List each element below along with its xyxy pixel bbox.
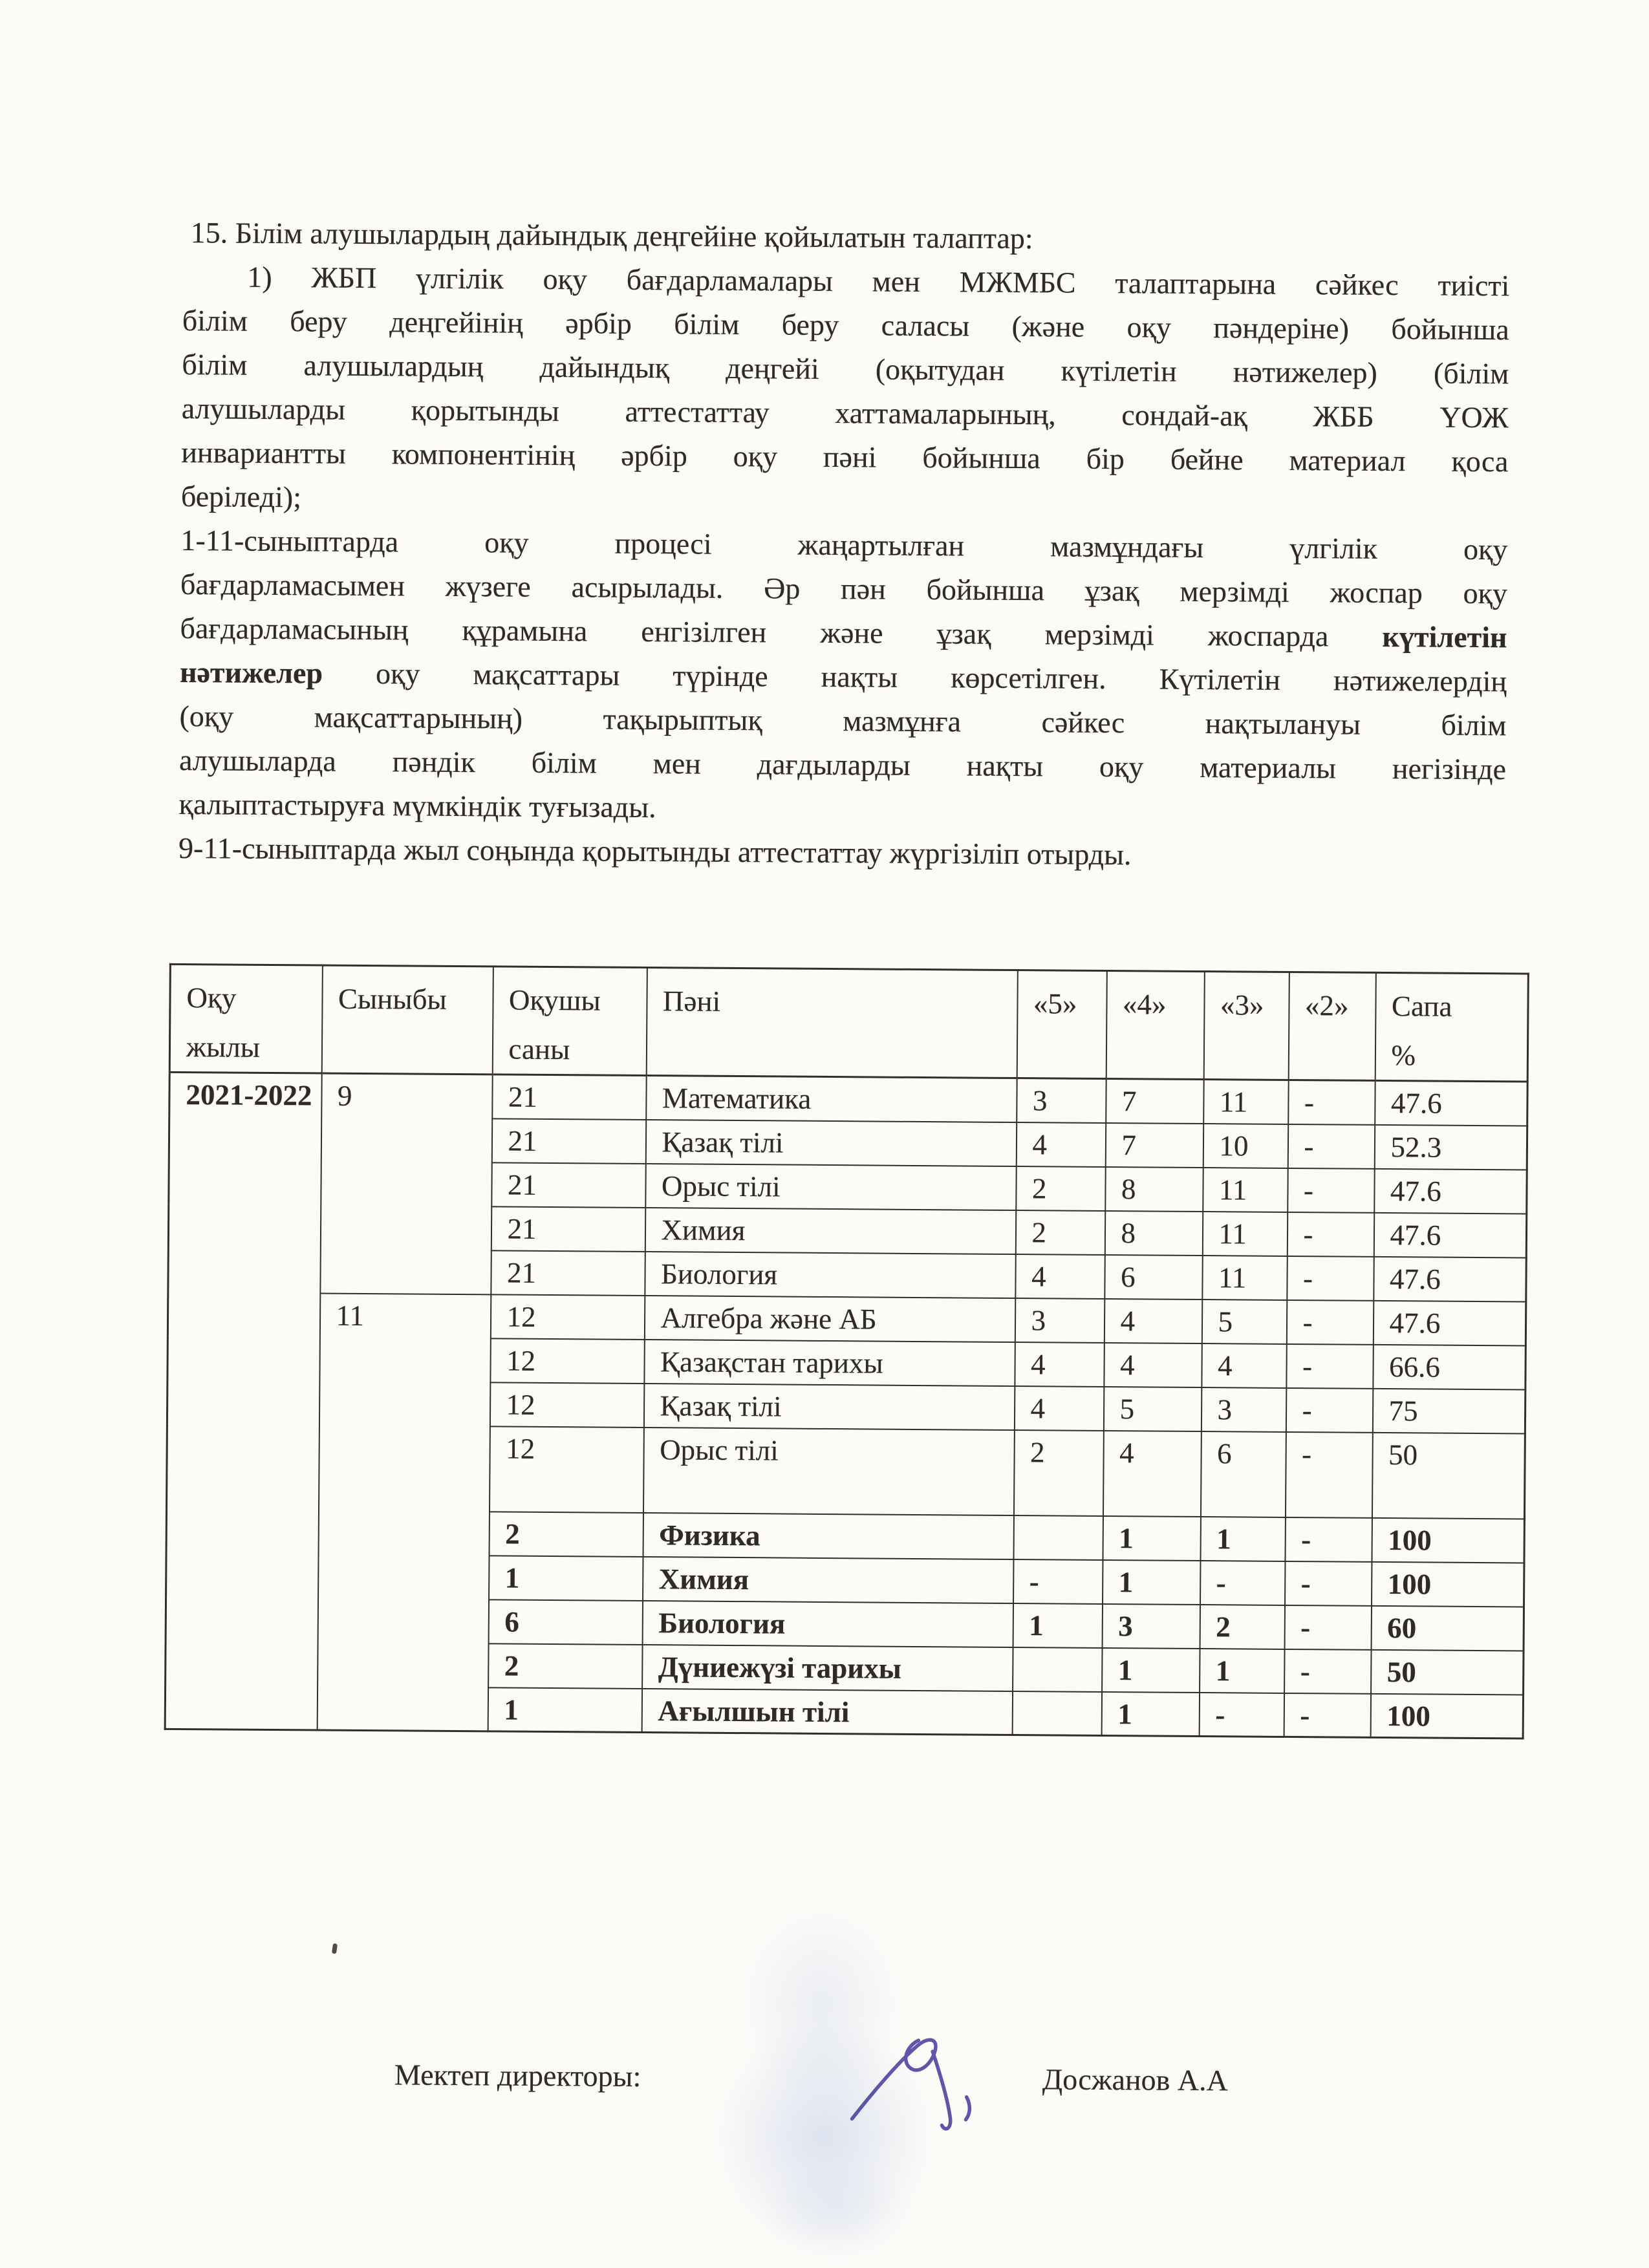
cell-mark3: 10	[1203, 1124, 1288, 1168]
cell-subject: Физика	[643, 1513, 1013, 1559]
paragraph-line: 9-11-сыныптарда жыл соңында қорытынды аттестаттау жүргізіліп отырды.	[178, 831, 1132, 872]
paragraph-line: алушыларды қорытынды аттестаттау хаттамаларының, сондай-ақ ЖББ ҮОЖ	[181, 391, 1509, 434]
cell-quality: 50	[1372, 1432, 1525, 1519]
column-header-mark2: «2»	[1288, 972, 1375, 1080]
cell-mark3: 4	[1202, 1343, 1286, 1388]
paragraph-line: 1) ЖБП үлгілік оқу бағдарламалары мен МЖМБС талаптарына сәйкес тиісті	[247, 260, 1510, 303]
paragraph-line: бағдарламасымен жүзеге асырылады. Әр пән бойынша ұзақ мерзімді жоспар оқу	[180, 567, 1508, 610]
cell-mark2: -	[1288, 1124, 1374, 1168]
paragraph-line: 1-11-сыныптарда оқу процесі жаңартылған мазмұндағы үлгілік оқу	[180, 523, 1508, 566]
cell-mark4: 4	[1104, 1298, 1202, 1343]
cell-quality: 47.6	[1374, 1168, 1527, 1214]
column-header-mark5: «5»	[1017, 970, 1106, 1079]
cell-quality: 47.6	[1374, 1256, 1526, 1301]
column-header-quality: Сапа %	[1375, 972, 1528, 1082]
cell-school-year: 2021-2022	[165, 1072, 321, 1730]
requirements-paragraphs	[178, 211, 1510, 879]
cell-mark3: 5	[1202, 1300, 1286, 1344]
cell-subject: Қазақстан тарихы	[644, 1340, 1015, 1386]
paragraph-line: білім беру деңгейінің әрбір білім беру саласы (және оқу пәндеріне) бойынша	[182, 303, 1509, 347]
cell-mark2: -	[1287, 1256, 1374, 1300]
cell-mark2: -	[1286, 1300, 1373, 1344]
cell-subject: Биология	[642, 1601, 1013, 1647]
cell-quality: 75	[1372, 1388, 1525, 1433]
cell-quality: 100	[1372, 1561, 1524, 1607]
cell-count: 21	[492, 1075, 646, 1120]
cell-count: 21	[491, 1118, 645, 1164]
cell-grade-9: 9	[320, 1073, 492, 1294]
cell-subject: Орыс тілі	[643, 1428, 1014, 1515]
cell-mark4: 7	[1106, 1078, 1203, 1123]
paragraph-line: 15. Білім алушылардың дайындық деңгейіне қойылатын талаптар:	[190, 216, 1033, 255]
cell-mark3: 11	[1203, 1168, 1288, 1212]
cell-mark5: 1	[1013, 1603, 1102, 1648]
cell-mark2: -	[1285, 1431, 1372, 1517]
cell-count: 21	[491, 1250, 645, 1296]
cell-mark2: -	[1286, 1343, 1373, 1388]
paragraph-line: білім алушылардың дайындық деңгейі (оқытудан күтілетін нәтижелер) (білім	[182, 347, 1509, 390]
director-signature-label: Мектеп директоры:	[394, 2058, 641, 2093]
cell-mark2: -	[1286, 1387, 1372, 1432]
column-header-grade: Сыныбы	[321, 965, 493, 1075]
cell-subject: Орыс тілі	[645, 1164, 1016, 1210]
cell-mark3: 6	[1200, 1431, 1286, 1517]
table-row	[167, 1292, 1525, 1345]
cell-mark4: 1	[1103, 1559, 1200, 1604]
paragraph-line: алушыларда пәндік білім мен дағдыларды нақты оқу материалы негізінде	[178, 743, 1507, 786]
cell-subject: Алгебра және АБ	[644, 1296, 1015, 1342]
paragraph-line: (оқу мақсаттарының) тақырыптық мазмұнға сәйкес нақтылануы білім	[179, 699, 1507, 742]
cell-count: 12	[490, 1338, 644, 1384]
cell-mark5	[1013, 1647, 1102, 1692]
column-header-school-year: Оқу жылы	[169, 964, 322, 1073]
cell-mark3: 11	[1203, 1080, 1288, 1124]
cell-mark4: 3	[1102, 1603, 1200, 1648]
cell-mark4: 7	[1105, 1122, 1203, 1167]
cell-count: 1	[488, 1687, 641, 1733]
cell-mark3: 11	[1202, 1212, 1287, 1256]
cell-mark2: -	[1288, 1168, 1374, 1212]
cell-mark2: -	[1284, 1605, 1371, 1649]
cell-mark2: -	[1285, 1517, 1372, 1561]
cell-subject: Ағылшын тілі	[641, 1689, 1012, 1735]
cell-mark4: 5	[1103, 1386, 1201, 1431]
paragraph-line: бағдарламасының құрамына енгізілген және ұзақ мерзімді жоспарда күтілетін	[180, 611, 1507, 654]
cell-mark5: 2	[1015, 1210, 1105, 1255]
paragraph-line: беріледі);	[180, 479, 302, 514]
cell-subject: Қазақ тілі	[645, 1120, 1016, 1166]
cell-mark5	[1012, 1691, 1101, 1736]
cell-mark5: 4	[1014, 1386, 1103, 1431]
cell-count: 2	[488, 1643, 642, 1689]
cell-quality: 47.6	[1373, 1300, 1525, 1345]
cell-count: 2	[489, 1512, 643, 1557]
cell-mark4: 1	[1102, 1647, 1200, 1692]
cell-quality: 50	[1371, 1649, 1524, 1695]
cell-mark4: 4	[1103, 1430, 1201, 1516]
cell-quality: 100	[1372, 1517, 1524, 1563]
cell-mark5: 4	[1015, 1342, 1104, 1387]
cell-grade-11: 11	[317, 1293, 491, 1731]
cell-subject: Биология	[645, 1252, 1015, 1298]
cell-mark5	[1013, 1515, 1103, 1560]
cell-mark5: 3	[1015, 1298, 1104, 1343]
table-row	[169, 1072, 1527, 1126]
cell-mark5: -	[1013, 1559, 1103, 1604]
cell-quality: 100	[1370, 1693, 1523, 1738]
column-header-subject: Пәні	[646, 968, 1017, 1078]
table-header-row	[169, 964, 1528, 1082]
cell-mark3: 2	[1200, 1605, 1284, 1649]
cell-mark2: -	[1288, 1080, 1375, 1124]
cell-mark3: 1	[1200, 1649, 1284, 1693]
cell-mark4: 4	[1104, 1342, 1202, 1387]
cell-mark2: -	[1284, 1649, 1371, 1693]
cell-subject: Химия	[643, 1557, 1013, 1603]
cell-mark4: 6	[1105, 1254, 1202, 1299]
paragraph-line: нәтижелер оқу мақсаттары түрінде нақты көрсетілген. Күтілетін нәтижелердің	[179, 655, 1507, 698]
cell-mark5: 2	[1016, 1166, 1105, 1211]
cell-mark3: 3	[1201, 1387, 1286, 1432]
cell-count: 1	[489, 1556, 643, 1601]
cell-subject: Химия	[645, 1208, 1015, 1254]
cell-mark5: 2	[1013, 1430, 1103, 1516]
paragraph-line: инвариантты компонентінің әрбір оқу пәні бойынша бір бейне материал қоса	[181, 435, 1509, 478]
cell-quality: 66.6	[1373, 1344, 1525, 1389]
cell-mark2: -	[1285, 1561, 1372, 1605]
cell-mark5: 4	[1015, 1254, 1105, 1299]
cell-mark3: -	[1199, 1693, 1284, 1737]
cell-quality: 60	[1371, 1605, 1524, 1651]
cell-subject: Математика	[646, 1076, 1017, 1122]
cell-mark4: 1	[1103, 1515, 1200, 1560]
cell-count: 12	[489, 1426, 643, 1513]
cell-mark2: -	[1284, 1693, 1370, 1737]
cell-quality: 47.6	[1375, 1080, 1527, 1126]
cell-count: 6	[488, 1599, 642, 1645]
cell-mark5: 3	[1017, 1078, 1106, 1123]
cell-subject: Қазақ тілі	[643, 1384, 1014, 1430]
cell-mark3: -	[1200, 1561, 1285, 1605]
attestation-results-table	[164, 963, 1529, 1740]
column-header-mark4: «4»	[1106, 971, 1204, 1080]
paragraph-line: қалыптастыруға мүмкіндік туғызады.	[178, 787, 656, 824]
director-name: Досжанов А.А	[1042, 2062, 1228, 2097]
cell-mark2: -	[1287, 1212, 1374, 1256]
column-header-mark3: «3»	[1203, 972, 1289, 1080]
cell-mark4: 8	[1105, 1166, 1203, 1211]
column-header-student-count: Оқушы саны	[492, 967, 647, 1076]
cell-count: 21	[491, 1162, 645, 1208]
director-signature-ink	[821, 1999, 1016, 2149]
cell-mark5: 4	[1016, 1122, 1105, 1167]
cell-mark4: 8	[1105, 1210, 1202, 1255]
cell-mark4: 1	[1101, 1691, 1199, 1736]
cell-subject: Дүниежүзі тарихы	[642, 1645, 1013, 1691]
cell-count: 12	[490, 1294, 644, 1340]
cell-mark3: 11	[1202, 1256, 1287, 1300]
cell-count: 12	[490, 1382, 643, 1428]
cell-mark3: 1	[1200, 1517, 1285, 1561]
cell-quality: 52.3	[1374, 1124, 1527, 1170]
cell-count: 21	[491, 1206, 645, 1252]
cell-quality: 47.6	[1374, 1212, 1526, 1257]
